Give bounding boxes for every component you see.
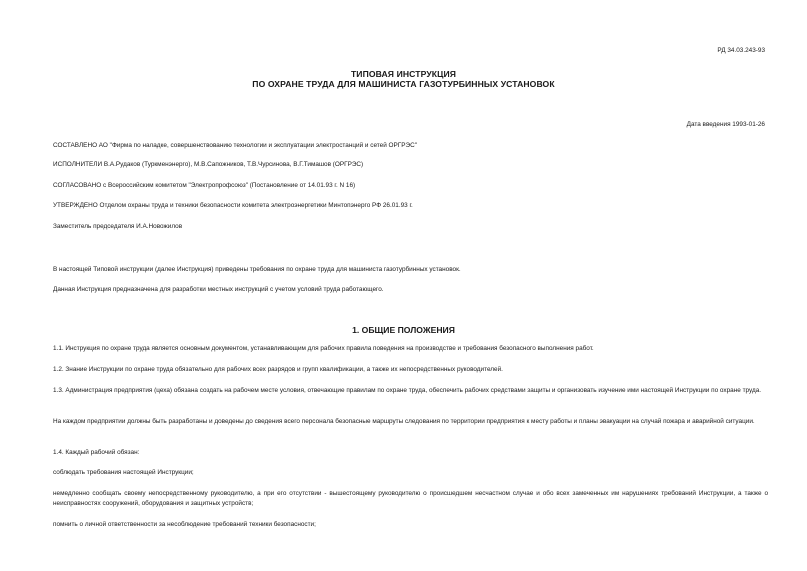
section-heading: 1. ОБЩИЕ ПОЛОЖЕНИЯ bbox=[352, 325, 455, 335]
composed-by: СОСТАВЛЕНО АО "Фирма по наладке, совершенствованию технологии и эксплуатации электростанций и сетей ОРГРЭС" bbox=[53, 142, 417, 149]
document-code: РД 34.03.243-93 bbox=[717, 47, 765, 54]
introduction-date: Дата введения 1993-01-26 bbox=[686, 121, 765, 128]
document-title-line2: ПО ОХРАНЕ ТРУДА ДЛЯ МАШИНИСТА ГАЗОТУРБИННЫХ УСТАНОВОК bbox=[252, 79, 555, 89]
document-title-line1: ТИПОВАЯ ИНСТРУКЦИЯ bbox=[350, 69, 457, 79]
paragraph-1-1: 1.1. Инструкция по охране труда является основным документом, устанавливающим для рабочих правила поведения на производстве и требования безопасного выполнения работ. bbox=[53, 345, 594, 352]
agreed-by: СОГЛАСОВАНО с Всероссийским комитетом "Электропрофсоюз" (Постановление от 14.01.93 г. N 16) bbox=[53, 182, 356, 189]
paragraph-1-2: 1.2. Знание Инструкции по охране труда обязательно для рабочих всех разрядов и групп квалификации, а также их непосредственных руководителей. bbox=[53, 366, 503, 373]
deputy-chairman: Заместитель председателя И.А.Новожилов bbox=[53, 223, 183, 230]
duty-item-2: немедленно сообщать своему непосредственному руководителю, а при его отсутствии - вышестоящему руководителю о происшедшем несчастном случае и обо всех замеченных им нарушениях требований Инструкции, а также о неисправностях сооружений, оборудования и защитных устройств; bbox=[53, 490, 768, 507]
paragraph-1-3-routes: На каждом предприятии должны быть разработаны и доведены до сведения всего персонала безопасные маршруты следования по территории предприятия к месту работы и планы эвакуации на случай пожара и аварийной ситуации. bbox=[53, 418, 755, 425]
paragraph-1-3: 1.3. Администрация предприятия (цеха) обязана создать на рабочем месте условия, отвечающие правилам по охране труда, обеспечить рабочих средствами защиты и организовать изучение ими настоящей Инструкции по охране труда. bbox=[53, 387, 762, 394]
approved-by: УТВЕРЖДЕНО Отделом охраны труда и техники безопасности комитета электроэнергетики Минтопэнерго РФ 26.01.93 г. bbox=[53, 202, 413, 209]
duty-item-1: соблюдать требования настоящей Инструкции; bbox=[53, 469, 194, 476]
intro-paragraph-1: В настоящей Типовой инструкции (далее Инструкция) приведены требования по охране труда для машиниста газотурбинных установок. bbox=[53, 266, 461, 273]
duty-item-3: помнить о личной ответственности за несоблюдение требований техники безопасности; bbox=[53, 521, 316, 528]
executors: ИСПОЛНИТЕЛИ В.А.Рудаков (Туркменэнерго), М.В.Сапожников, Т.В.Чурсинова, В.Г.Тимашов (ОРГРЭС) bbox=[53, 161, 364, 168]
intro-paragraph-2: Данная Инструкция предназначена для разработки местных инструкций с учетом условий труда работающего. bbox=[53, 286, 384, 293]
paragraph-1-4: 1.4. Каждый рабочий обязан: bbox=[53, 449, 140, 456]
